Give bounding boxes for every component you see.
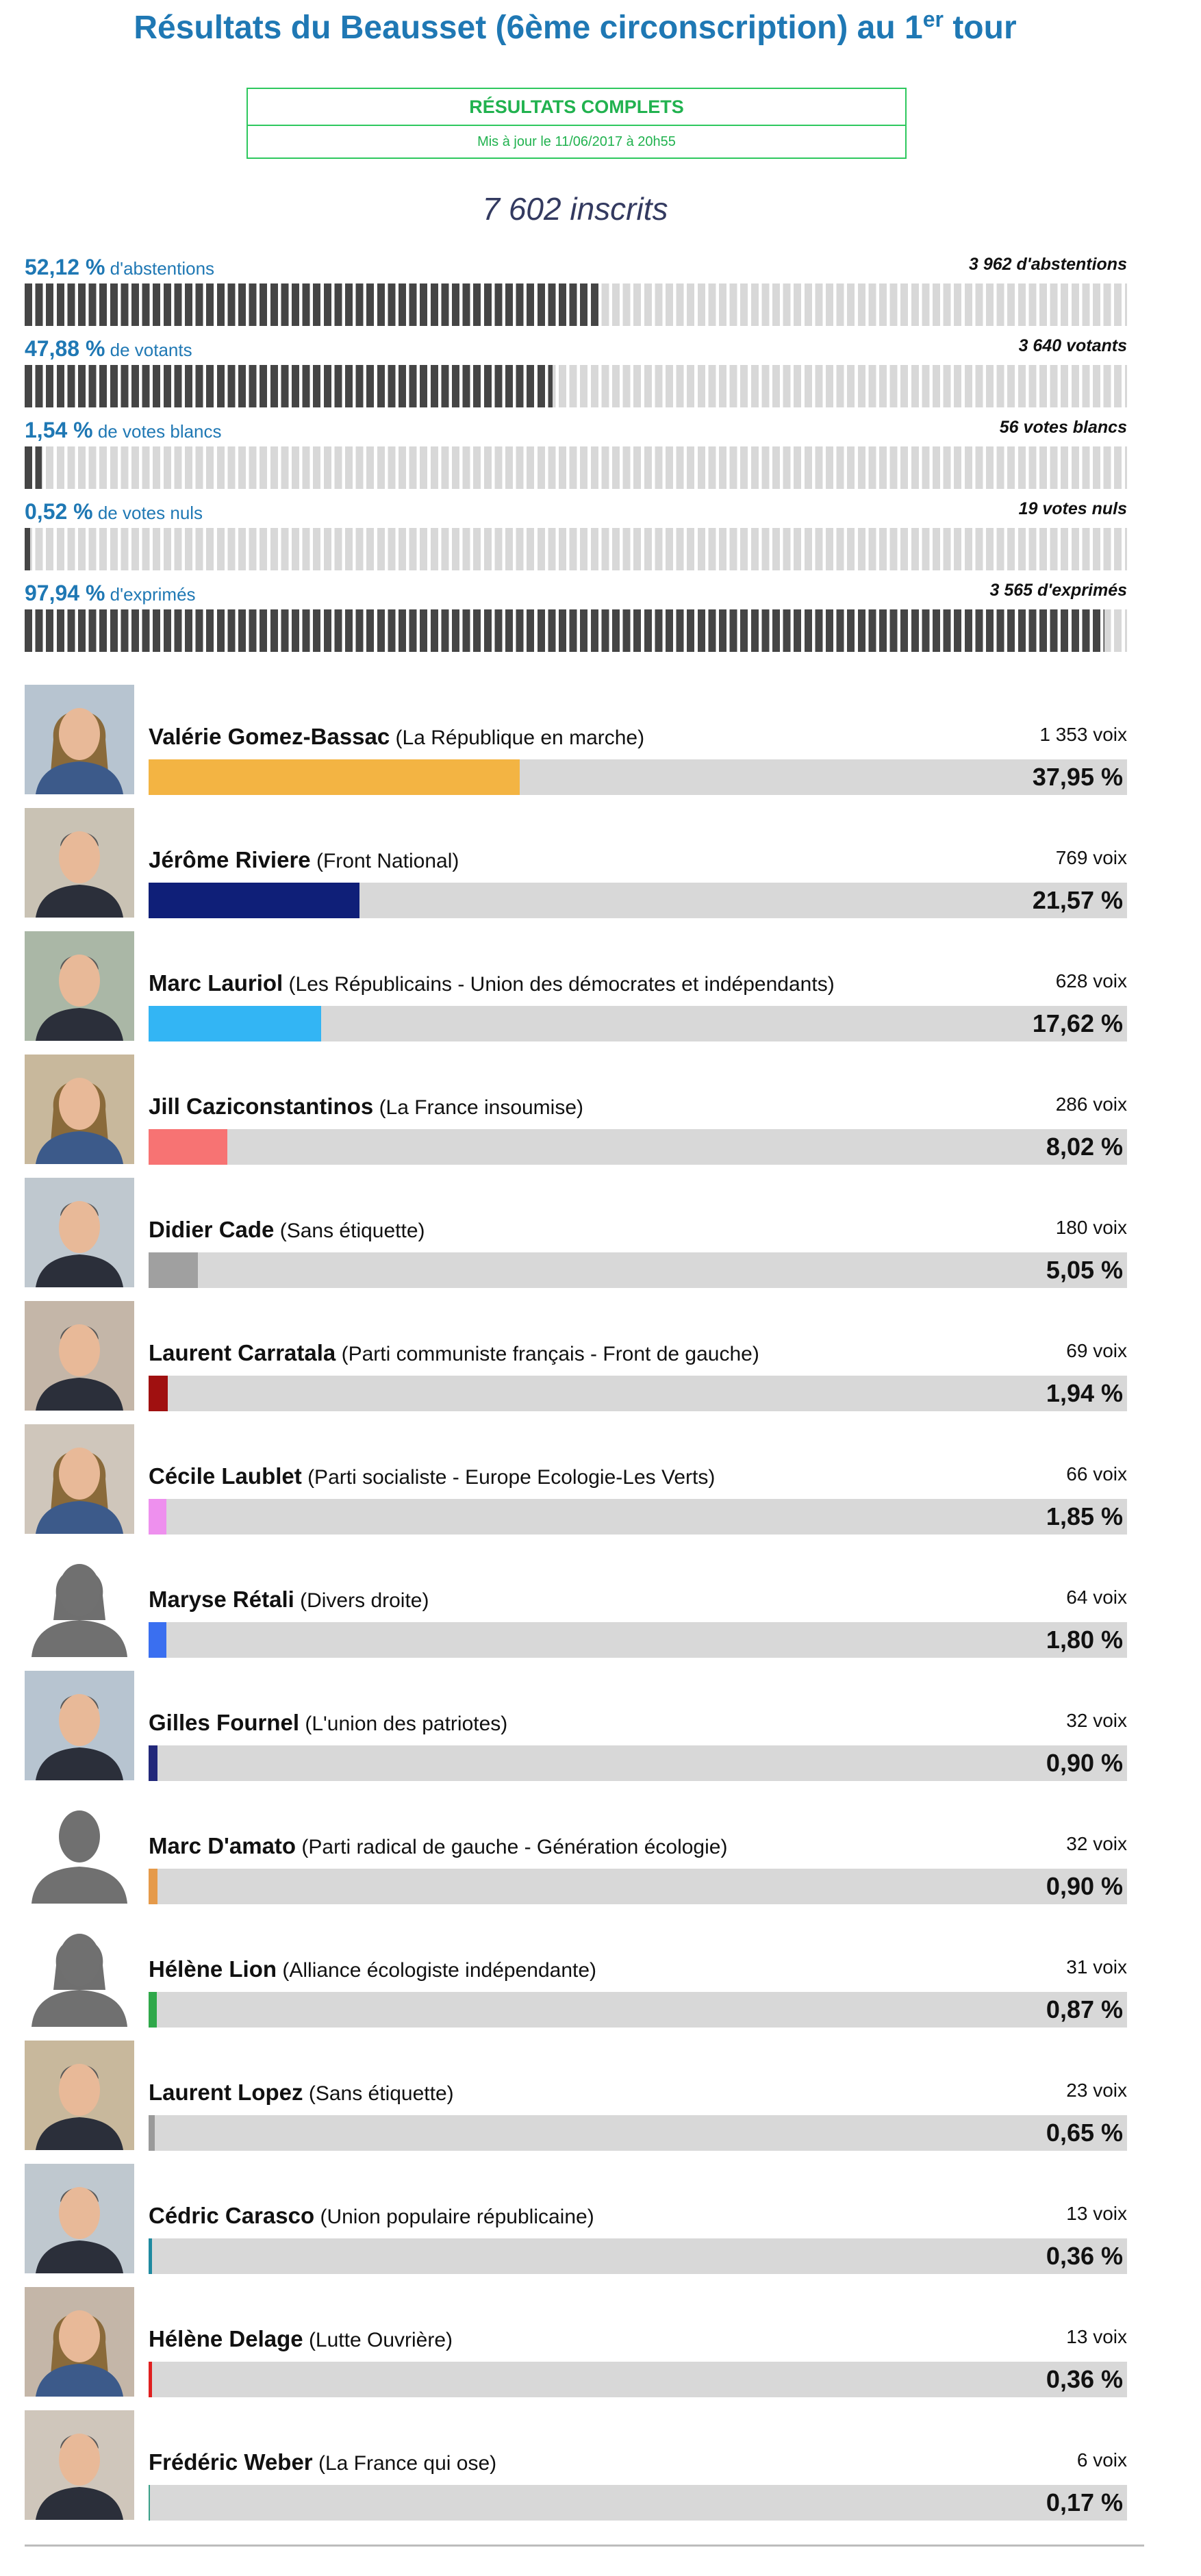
avatar-placeholder-icon bbox=[25, 1917, 134, 2027]
candidate-bar-fill bbox=[149, 2238, 152, 2274]
participation-row bbox=[25, 336, 1127, 412]
candidate-bar-fill bbox=[149, 1376, 168, 1411]
candidate-label bbox=[149, 2326, 453, 2352]
candidate-row bbox=[25, 1671, 1127, 1794]
candidate-label bbox=[149, 1340, 759, 1366]
candidate-party: (Union populaire républicaine) bbox=[314, 2206, 594, 2228]
candidate-row bbox=[25, 1794, 1127, 1917]
participation-bar-track bbox=[25, 609, 1127, 652]
candidate-label bbox=[149, 2203, 594, 2229]
candidate-votes: 628 voix bbox=[1055, 970, 1127, 992]
candidate-party: (La France qui ose) bbox=[312, 2452, 497, 2475]
candidate-party: (Sans étiquette) bbox=[303, 2082, 454, 2105]
candidate-percent: 0,36 % bbox=[1046, 2242, 1123, 2270]
candidate-row bbox=[25, 685, 1127, 808]
candidate-name: Jill Caziconstantinos bbox=[149, 1094, 374, 1119]
candidate-votes: 32 voix bbox=[1066, 1833, 1127, 1854]
candidate-bar-fill bbox=[149, 2115, 155, 2151]
candidate-row bbox=[25, 1301, 1127, 1424]
candidate-row bbox=[25, 1178, 1127, 1301]
candidate-percent: 0,90 % bbox=[1046, 1872, 1123, 1900]
candidate-bar-fill bbox=[149, 1745, 157, 1781]
candidate-percent: 21,57 % bbox=[1032, 886, 1123, 914]
candidate-photo bbox=[25, 1424, 134, 1534]
candidate-row bbox=[25, 1917, 1127, 2041]
participation-bar-track bbox=[25, 365, 1127, 407]
title-superscript: er bbox=[922, 7, 944, 31]
avatar-placeholder-icon bbox=[25, 1794, 134, 1904]
participation-percent: 0,52 % bbox=[25, 499, 93, 524]
participation-label bbox=[25, 499, 203, 525]
candidate-photo bbox=[25, 1178, 134, 1287]
candidate-votes: 13 voix bbox=[1066, 2203, 1127, 2224]
candidate-percent: 5,05 % bbox=[1046, 1256, 1123, 1284]
candidate-name: Maryse Rétali bbox=[149, 1587, 294, 1612]
candidate-bar-fill bbox=[149, 1129, 227, 1165]
participation-row bbox=[25, 255, 1127, 330]
bottom-divider bbox=[25, 2545, 1144, 2547]
results-status-box bbox=[246, 88, 907, 159]
candidate-party: (La France insoumise) bbox=[373, 1096, 584, 1119]
candidate-label bbox=[149, 1217, 425, 1243]
candidate-bar-fill bbox=[149, 1499, 166, 1535]
participation-row bbox=[25, 581, 1127, 656]
candidate-bar-track bbox=[149, 759, 1127, 795]
candidate-bar-track bbox=[149, 2485, 1127, 2521]
participation-count: 56 votes blancs bbox=[999, 418, 1127, 437]
candidate-label bbox=[149, 970, 835, 996]
participation-bar-track bbox=[25, 446, 1127, 489]
candidate-votes: 31 voix bbox=[1066, 1956, 1127, 1978]
participation-percent: 1,54 % bbox=[25, 418, 93, 442]
candidate-label bbox=[149, 2449, 496, 2475]
participation-bar-fill bbox=[25, 528, 30, 570]
participation-bar-fill bbox=[25, 365, 553, 407]
participation-bar-fill bbox=[25, 446, 42, 489]
candidate-bar-fill bbox=[149, 1252, 198, 1288]
candidate-percent: 0,17 % bbox=[1046, 2488, 1123, 2516]
candidate-name: Hélène Lion bbox=[149, 1956, 277, 1982]
candidate-photo bbox=[25, 685, 134, 794]
candidate-party: (Les Républicains - Union des démocrates et indépendants) bbox=[283, 973, 835, 996]
candidate-party: (Lutte Ouvrière) bbox=[303, 2329, 453, 2351]
candidate-votes: 769 voix bbox=[1055, 847, 1127, 868]
candidate-percent: 0,36 % bbox=[1046, 2365, 1123, 2393]
candidate-name: Cécile Laublet bbox=[149, 1463, 302, 1489]
inscrits-count: 7 602 inscrits bbox=[482, 191, 668, 227]
candidate-party: (L'union des patriotes) bbox=[299, 1713, 508, 1735]
candidate-party: (Parti radical de gauche - Génération écologie) bbox=[296, 1836, 728, 1858]
candidate-label bbox=[149, 1587, 429, 1613]
candidate-label bbox=[149, 1710, 507, 1736]
participation-row bbox=[25, 418, 1127, 493]
participation-bar-track bbox=[25, 528, 1127, 570]
participation-percent: 97,94 % bbox=[25, 581, 105, 605]
participation-bar-fill bbox=[25, 609, 1104, 652]
participation-label-text: d'abstentions bbox=[105, 258, 215, 279]
candidate-name: Laurent Lopez bbox=[149, 2080, 303, 2105]
candidate-name: Jérôme Riviere bbox=[149, 847, 311, 872]
candidate-name: Laurent Carratala bbox=[149, 1340, 336, 1365]
candidate-label bbox=[149, 724, 644, 750]
candidate-photo bbox=[25, 1055, 134, 1164]
candidate-photo bbox=[25, 931, 134, 1041]
candidate-percent: 0,87 % bbox=[1046, 1995, 1123, 2023]
candidate-bar-track bbox=[149, 1992, 1127, 2028]
candidate-votes: 23 voix bbox=[1066, 2080, 1127, 2101]
candidate-name: Gilles Fournel bbox=[149, 1710, 300, 1735]
candidate-bar-fill bbox=[149, 2485, 150, 2521]
candidate-votes: 6 voix bbox=[1076, 2449, 1127, 2471]
participation-bar-fill bbox=[25, 283, 599, 326]
candidate-percent: 8,02 % bbox=[1046, 1133, 1123, 1161]
avatar-placeholder-icon bbox=[25, 1548, 134, 1657]
candidate-votes: 180 voix bbox=[1055, 1217, 1127, 1238]
candidate-bar-track bbox=[149, 1129, 1127, 1165]
candidate-photo bbox=[25, 2041, 134, 2150]
candidate-party: (La République en marche) bbox=[390, 727, 645, 749]
candidate-photo bbox=[25, 2164, 134, 2273]
candidate-bar-track bbox=[149, 883, 1127, 918]
candidate-votes: 64 voix bbox=[1066, 1587, 1127, 1608]
candidate-row bbox=[25, 2287, 1127, 2410]
participation-row bbox=[25, 499, 1127, 574]
candidate-photo bbox=[25, 2410, 134, 2520]
candidate-label bbox=[149, 1463, 715, 1489]
candidate-percent: 1,94 % bbox=[1046, 1379, 1123, 1407]
results-updated: Mis à jour le 11/06/2017 à 20h55 bbox=[477, 134, 676, 149]
candidate-name: Didier Cade bbox=[149, 1217, 275, 1242]
candidate-row bbox=[25, 1548, 1127, 1671]
candidate-party: (Sans étiquette) bbox=[274, 1220, 425, 1242]
candidate-votes: 1 353 voix bbox=[1039, 724, 1127, 745]
candidate-bar-track bbox=[149, 1745, 1127, 1781]
candidate-name: Hélène Delage bbox=[149, 2326, 303, 2351]
candidate-bar-fill bbox=[149, 759, 520, 795]
candidate-bar-track bbox=[149, 1006, 1127, 1041]
candidate-votes: 66 voix bbox=[1066, 1463, 1127, 1485]
page-title bbox=[0, 7, 1150, 47]
candidate-photo bbox=[25, 808, 134, 918]
participation-label bbox=[25, 336, 192, 362]
candidate-name: Marc Lauriol bbox=[149, 970, 283, 996]
candidate-votes: 69 voix bbox=[1066, 1340, 1127, 1361]
candidate-percent: 0,65 % bbox=[1046, 2119, 1123, 2147]
candidate-party: (Parti communiste français - Front de gauche) bbox=[336, 1343, 759, 1365]
candidate-row bbox=[25, 2410, 1127, 2534]
candidate-label bbox=[149, 2080, 454, 2106]
candidate-name: Valérie Gomez-Bassac bbox=[149, 724, 390, 749]
candidate-row bbox=[25, 2041, 1127, 2164]
candidate-bar-track bbox=[149, 1376, 1127, 1411]
candidate-bar-fill bbox=[149, 1992, 157, 2028]
participation-label bbox=[25, 255, 214, 280]
participation-label-text: de votants bbox=[105, 340, 192, 360]
candidate-percent: 1,85 % bbox=[1046, 1502, 1123, 1530]
participation-label-text: d'exprimés bbox=[105, 584, 196, 605]
candidate-bar-track bbox=[149, 1869, 1127, 1904]
participation-label bbox=[25, 418, 222, 443]
candidate-row bbox=[25, 931, 1127, 1055]
participation-count: 19 votes nuls bbox=[1018, 499, 1127, 518]
candidate-percent: 37,95 % bbox=[1032, 763, 1123, 791]
candidate-party: (Divers droite) bbox=[294, 1589, 429, 1612]
candidate-party: (Front National) bbox=[310, 850, 459, 872]
candidate-label bbox=[149, 1833, 727, 1859]
candidate-votes: 32 voix bbox=[1066, 1710, 1127, 1731]
candidate-name: Cédric Carasco bbox=[149, 2203, 315, 2228]
candidate-bar-track bbox=[149, 1622, 1127, 1658]
participation-percent: 47,88 % bbox=[25, 336, 105, 361]
candidate-percent: 17,62 % bbox=[1032, 1009, 1123, 1037]
participation-count: 3 640 votants bbox=[1018, 336, 1127, 355]
candidate-row bbox=[25, 1055, 1127, 1178]
candidate-party: (Alliance écologiste indépendante) bbox=[277, 1959, 597, 1982]
title-text: Résultats du Beausset (6ème circonscription) au 1 bbox=[134, 10, 923, 46]
candidate-name: Marc D'amato bbox=[149, 1833, 296, 1858]
candidate-votes: 13 voix bbox=[1066, 2326, 1127, 2347]
candidate-row bbox=[25, 808, 1127, 931]
candidate-label bbox=[149, 1094, 583, 1120]
candidate-bar-track bbox=[149, 1252, 1127, 1288]
participation-count: 3 565 d'exprimés bbox=[989, 581, 1127, 600]
candidate-bar-fill bbox=[149, 883, 359, 918]
candidate-percent: 0,90 % bbox=[1046, 1749, 1123, 1777]
candidate-bar-fill bbox=[149, 2362, 152, 2397]
participation-count: 3 962 d'abstentions bbox=[968, 255, 1127, 274]
participation-bar-track bbox=[25, 283, 1127, 326]
candidate-bar-track bbox=[149, 1499, 1127, 1535]
candidate-label bbox=[149, 1956, 596, 1982]
title-text-end: tour bbox=[943, 10, 1017, 46]
candidate-name: Frédéric Weber bbox=[149, 2449, 313, 2475]
candidate-bar-track bbox=[149, 2362, 1127, 2397]
candidate-row bbox=[25, 2164, 1127, 2287]
candidate-bar-fill bbox=[149, 1869, 157, 1904]
candidate-photo bbox=[25, 1301, 134, 1411]
results-status: RÉSULTATS COMPLETS bbox=[248, 89, 905, 126]
participation-label-text: de votes nuls bbox=[92, 503, 203, 523]
candidate-bar-fill bbox=[149, 1006, 321, 1041]
candidate-row bbox=[25, 1424, 1127, 1548]
candidate-bar-fill bbox=[149, 1622, 166, 1658]
participation-label bbox=[25, 581, 196, 606]
participation-label-text: de votes blancs bbox=[92, 421, 222, 442]
candidate-percent: 1,80 % bbox=[1046, 1626, 1123, 1654]
candidate-label bbox=[149, 847, 459, 873]
candidate-bar-track bbox=[149, 2238, 1127, 2274]
candidate-party: (Parti socialiste - Europe Ecologie-Les Verts) bbox=[301, 1466, 716, 1489]
candidate-photo bbox=[25, 1671, 134, 1780]
candidate-photo bbox=[25, 2287, 134, 2397]
participation-percent: 52,12 % bbox=[25, 255, 105, 279]
candidate-bar-track bbox=[149, 2115, 1127, 2151]
candidate-votes: 286 voix bbox=[1055, 1094, 1127, 1115]
